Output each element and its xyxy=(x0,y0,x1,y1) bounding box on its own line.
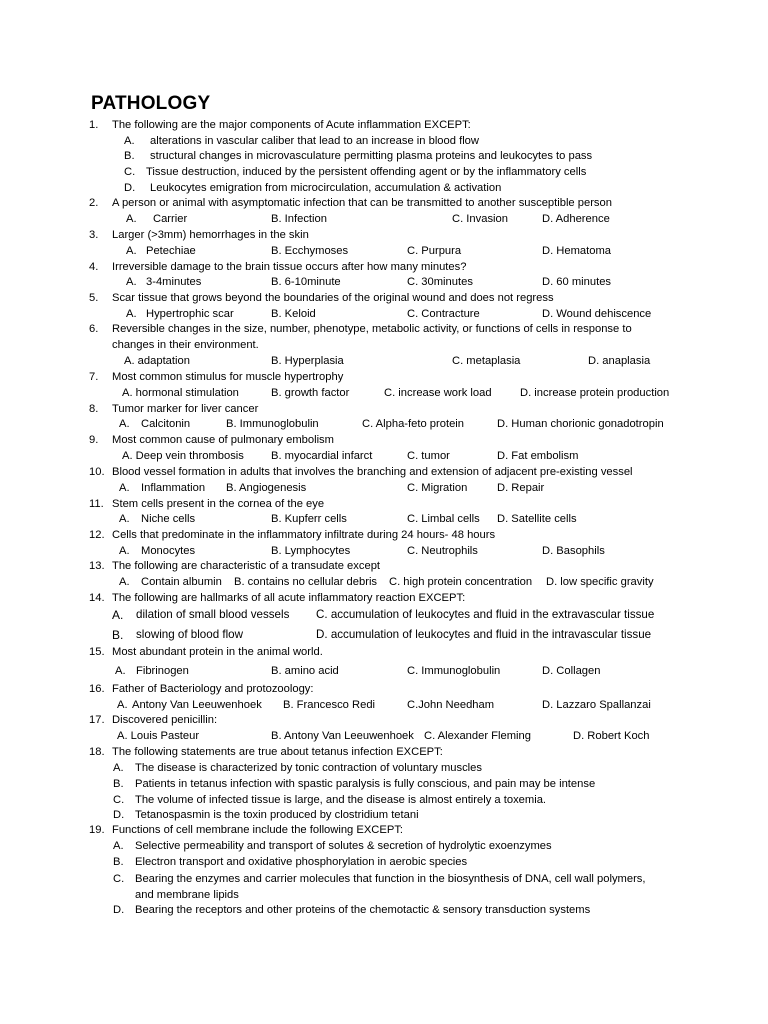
option-text: D. Human chorionic gonadotropin xyxy=(497,418,664,430)
question-text: Larger (>3mm) hemorrhages in the skin xyxy=(112,229,309,241)
question-number: 10. xyxy=(89,466,105,478)
question-text: The following are characteristic of a transudate except xyxy=(112,560,381,572)
option-text: C. metaplasia xyxy=(452,355,521,367)
option-text: dilation of small blood vessels xyxy=(136,608,290,621)
option-text: D. anaplasia xyxy=(588,355,651,367)
question-number: 18. xyxy=(89,746,105,758)
option-text: Niche cells xyxy=(141,513,196,525)
question-text: The following statements are true about tetanus infection EXCEPT: xyxy=(112,746,443,758)
option-text: The volume of infected tissue is large, and the disease is almost entirely a toxemia. xyxy=(135,794,547,806)
question-text: Tumor marker for liver cancer xyxy=(112,403,259,415)
question-text: Cells that predominate in the inflammatory infiltrate during 24 hours- 48 hours xyxy=(112,529,496,541)
option-text: B. growth factor xyxy=(271,387,350,399)
option-text: Fibrinogen xyxy=(136,665,189,677)
option-text: slowing of blood flow xyxy=(136,628,243,641)
option-letter: A. xyxy=(115,665,126,677)
question-number: 13. xyxy=(89,560,105,572)
option-text: D. increase protein production xyxy=(520,387,670,399)
question-text: Scar tissue that grows beyond the boundaries of the original wound and does not regress xyxy=(112,292,554,304)
option-text: B. Lymphocytes xyxy=(271,545,351,557)
option-text: Hypertrophic scar xyxy=(146,308,234,320)
option-text: Calcitonin xyxy=(141,418,191,430)
option-text: D. 60 minutes xyxy=(542,276,612,288)
option-text: Patients in tetanus infection with spastic paralysis is fully conscious, and pain may be intense xyxy=(135,778,596,790)
option-text: B. 6-10minute xyxy=(271,276,341,288)
question-text: Irreversible damage to the brain tissue occurs after how many minutes? xyxy=(112,261,467,273)
question-text: The following are hallmarks of all acute inflammatory reaction EXCEPT: xyxy=(112,592,466,604)
option-letter: A. xyxy=(126,245,137,257)
question-number: 11. xyxy=(89,498,104,510)
option-text: D. Repair xyxy=(497,482,545,494)
question-text: The following are the major components of Acute inflammation EXCEPT: xyxy=(112,119,471,131)
question-number: 8. xyxy=(89,403,99,415)
question-text: A person or animal with asymptomatic infection that can be transmitted to another susceptible person xyxy=(112,197,612,209)
page-title: PATHOLOGY xyxy=(91,93,211,114)
option-text: Contain albumin xyxy=(141,576,222,588)
option-text: Tetanospasmin is the toxin produced by clostridium tetani xyxy=(135,809,419,821)
option-letter: A. xyxy=(117,699,128,711)
option-text: B. Immunoglobulin xyxy=(226,418,319,430)
option-text: Bearing the receptors and other proteins of the chemotactic & sensory transduction systems xyxy=(135,904,591,916)
option-letter: A. xyxy=(119,545,130,557)
option-letter: A. xyxy=(113,762,124,774)
question-text: Most common stimulus for muscle hypertrophy xyxy=(112,371,344,383)
option-letter: B. xyxy=(112,628,124,642)
question-number: 6. xyxy=(89,323,99,335)
question-number: 14. xyxy=(89,592,105,604)
option-text: C. Contracture xyxy=(407,308,480,320)
option-text: D. Satellite cells xyxy=(497,513,577,525)
option-text: B. Hyperplasia xyxy=(271,355,344,367)
option-text: Bearing the enzymes and carrier molecules that function in the biosynthesis of DNA, cell wall polymers, xyxy=(135,873,646,885)
option-text: B. Kupferr cells xyxy=(271,513,347,525)
question-text: Father of Bacteriology and protozoology: xyxy=(112,683,314,695)
option-letter: A. xyxy=(119,513,130,525)
question-text: Discovered penicillin: xyxy=(112,714,218,726)
option-text: Monocytes xyxy=(141,545,196,557)
option-text: Tissue destruction, induced by the persistent offending agent or by the inflammatory cells xyxy=(146,166,587,178)
option-letter: A. xyxy=(119,576,130,588)
option-text: Antony Van Leeuwenhoek xyxy=(132,699,262,711)
question-text: Functions of cell membrane include the following EXCEPT: xyxy=(112,824,404,836)
question-number: 7. xyxy=(89,371,99,383)
option-text: B. contains no cellular debris xyxy=(234,576,378,588)
option-text: A. Deep vein thrombosis xyxy=(122,450,244,462)
option-letter: A. xyxy=(112,608,124,622)
option-text: B. amino acid xyxy=(271,665,339,677)
option-letter: D. xyxy=(113,904,125,916)
question-number: 15. xyxy=(89,646,105,658)
option-text: C. Alpha-feto protein xyxy=(362,418,464,430)
option-letter: D. xyxy=(113,809,125,821)
option-text: C. Immunoglobulin xyxy=(407,665,501,677)
option-text: B. Keloid xyxy=(271,308,316,320)
option-text: D. Basophils xyxy=(542,545,605,557)
option-letter: C. xyxy=(113,794,125,806)
option-text: D. low specific gravity xyxy=(546,576,654,588)
option-text: structural changes in microvasculature permitting plasma proteins and leukocytes to pass xyxy=(150,150,593,162)
option-text: B. Ecchymoses xyxy=(271,245,349,257)
option-text: and membrane lipids xyxy=(135,889,239,901)
option-text: D. Fat embolism xyxy=(497,450,579,462)
option-text: The disease is characterized by tonic contraction of voluntary muscles xyxy=(135,762,482,774)
question-number: 17. xyxy=(89,714,105,726)
question-text: Reversible changes in the size, number, phenotype, metabolic activity, or functions of cells in response to xyxy=(112,323,632,335)
option-letter: A. xyxy=(126,213,137,225)
option-letter: A. xyxy=(126,308,137,320)
question-number: 4. xyxy=(89,261,99,273)
option-letter: A. xyxy=(124,135,135,147)
option-letter: A. xyxy=(119,418,130,430)
option-text: D. Lazzaro Spallanzai xyxy=(542,699,651,711)
option-text: A. adaptation xyxy=(124,355,190,367)
option-text: B. myocardial infarct xyxy=(271,450,373,462)
option-text: C. Alexander Fleming xyxy=(424,730,531,742)
question-text: Stem cells present in the cornea of the eye xyxy=(112,498,325,510)
option-text: A. hormonal stimulation xyxy=(122,387,239,399)
option-text: C. increase work load xyxy=(384,387,492,399)
option-letter: D. xyxy=(124,182,136,194)
option-text: D. Adherence xyxy=(542,213,610,225)
question-number: 1. xyxy=(89,119,99,131)
option-text: B. Angiogenesis xyxy=(226,482,307,494)
option-text: Petechiae xyxy=(146,245,196,257)
option-letter: B. xyxy=(124,150,135,162)
question-text: Most abundant protein in the animal world. xyxy=(112,646,323,658)
option-text: D. Wound dehiscence xyxy=(542,308,652,320)
option-text: B. Antony Van Leeuwenhoek xyxy=(271,730,414,742)
question-number: 16. xyxy=(89,683,105,695)
option-text: Inflammation xyxy=(141,482,206,494)
option-text: Electron transport and oxidative phosphorylation in aerobic species xyxy=(135,856,468,868)
question-text: Most common cause of pulmonary embolism xyxy=(112,434,334,446)
option-text: C. Neutrophils xyxy=(407,545,478,557)
option-text: C. Invasion xyxy=(452,213,508,225)
option-text: D. accumulation of leukocytes and fluid in the intravascular tissue xyxy=(316,628,652,641)
option-text: D. Robert Koch xyxy=(573,730,650,742)
option-letter: A. xyxy=(119,482,130,494)
option-text: C. Limbal cells xyxy=(407,513,480,525)
option-text: C.John Needham xyxy=(407,699,495,711)
option-text: 3-4minutes xyxy=(146,276,202,288)
question-number: 12. xyxy=(89,529,105,541)
option-text: C. tumor xyxy=(407,450,450,462)
option-text: Leukocytes emigration from microcirculation, accumulation & activation xyxy=(150,182,502,194)
option-text: B. Francesco Redi xyxy=(283,699,376,711)
option-letter: A. xyxy=(126,276,137,288)
option-letter: B. xyxy=(113,778,124,790)
question-number: 19. xyxy=(89,824,105,836)
option-letter: C. xyxy=(113,873,125,885)
option-text: C. 30minutes xyxy=(407,276,473,288)
option-text: C. high protein concentration xyxy=(389,576,533,588)
question-number: 3. xyxy=(89,229,99,241)
question-number: 5. xyxy=(89,292,99,304)
option-text: C. Purpura xyxy=(407,245,462,257)
option-text: A. Louis Pasteur xyxy=(117,730,200,742)
option-letter: A. xyxy=(113,840,124,852)
option-text: B. Infection xyxy=(271,213,327,225)
option-text: C. accumulation of leukocytes and fluid in the extravascular tissue xyxy=(316,608,655,621)
option-letter: B. xyxy=(113,856,124,868)
question-number: 2. xyxy=(89,197,99,209)
option-text: alterations in vascular caliber that lead to an increase in blood flow xyxy=(150,135,479,147)
option-text: D. Hematoma xyxy=(542,245,612,257)
option-text: C. Migration xyxy=(407,482,468,494)
question-number: 9. xyxy=(89,434,99,446)
option-letter: C. xyxy=(124,166,136,178)
option-text: Selective permeability and transport of solutes & secretion of hydrolytic exoenzymes xyxy=(135,840,552,852)
question-text: Blood vessel formation in adults that involves the branching and extension of adjacent pre-existing vessel xyxy=(112,466,633,478)
question-text: changes in their environment. xyxy=(112,339,259,351)
option-text: Carrier xyxy=(153,213,188,225)
option-text: D. Collagen xyxy=(542,665,601,677)
